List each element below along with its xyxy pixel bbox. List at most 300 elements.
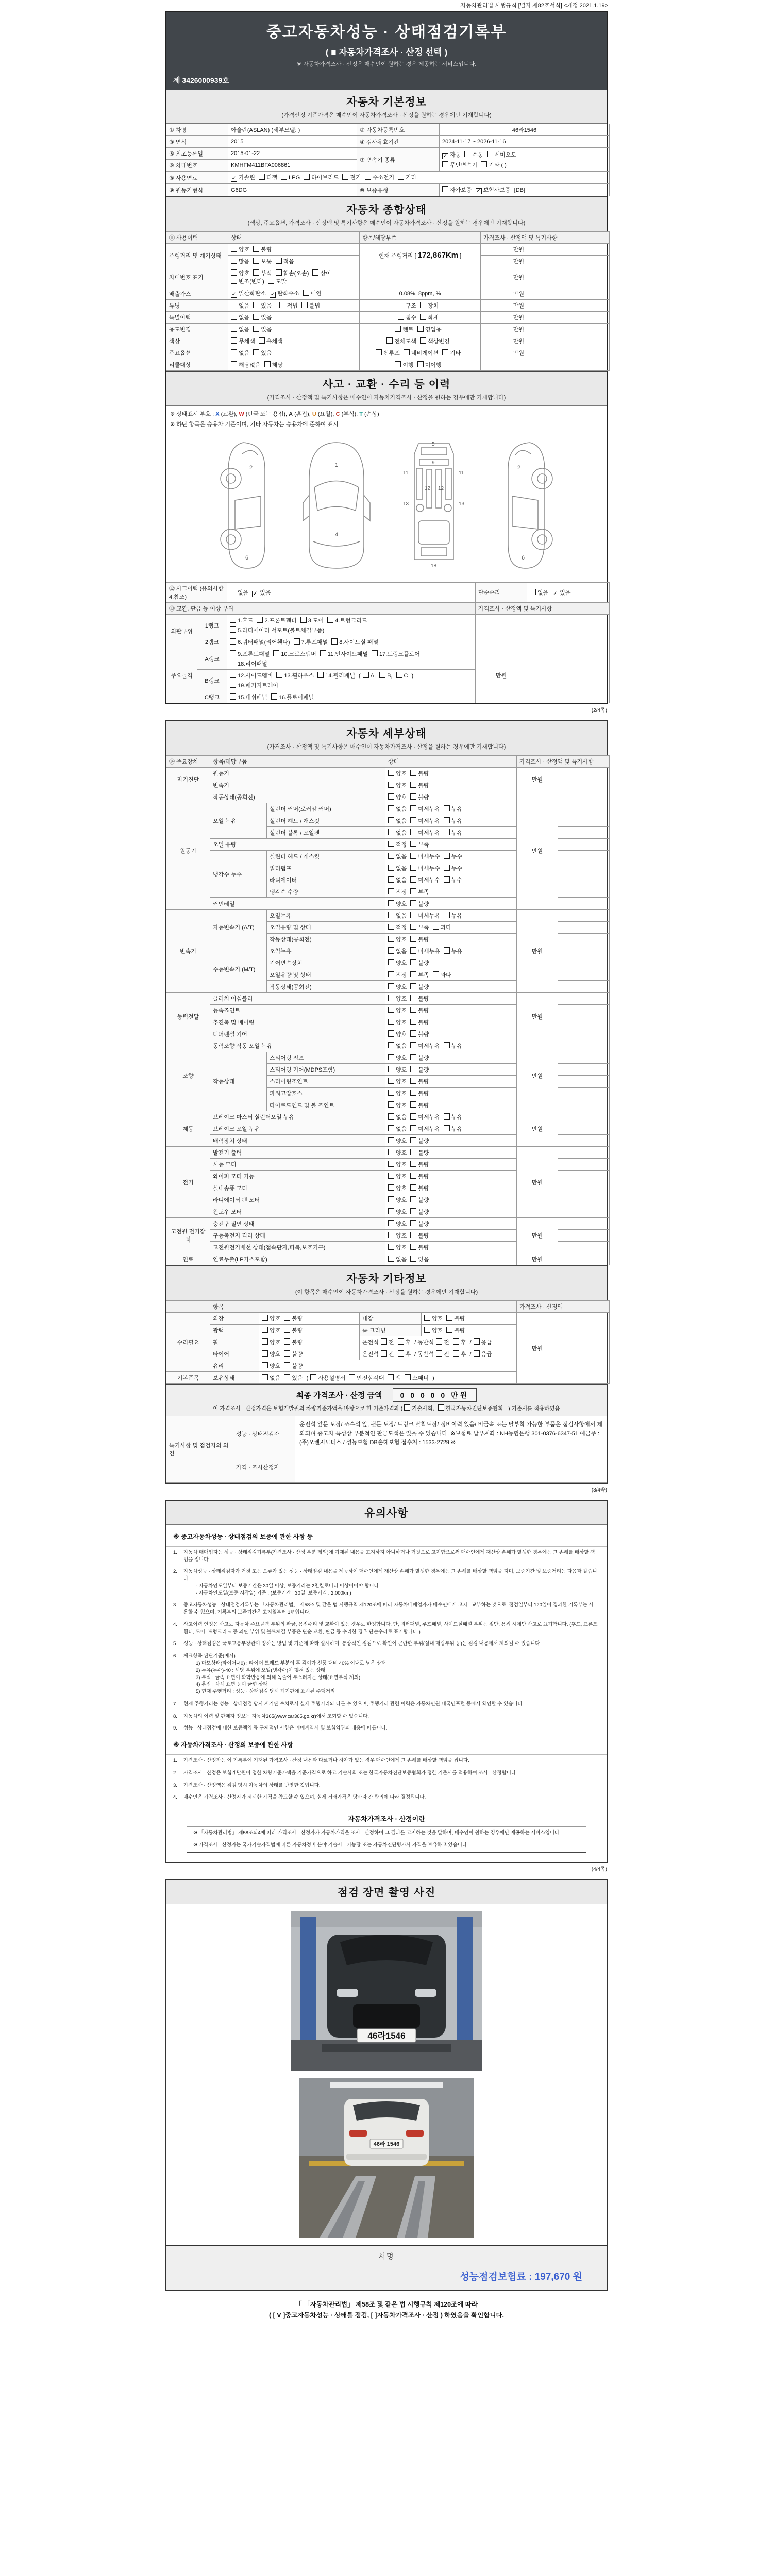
checkbox-미세누유[interactable]: 미세누유: [410, 1125, 440, 1133]
checkbox-2.프론트휀더[interactable]: 2.프론트휀더: [257, 616, 296, 624]
checkbox-없음[interactable]: 없음: [231, 349, 249, 357]
checkbox-없음[interactable]: 없음: [231, 301, 249, 310]
checkbox-색상변경[interactable]: 색상변경: [420, 337, 450, 345]
checkbox-10.크로스멤버[interactable]: 10.크로스멤버: [273, 650, 316, 658]
checkbox-있음[interactable]: 있음: [253, 325, 272, 333]
price-definition-line: ※ 「자동차관리법」 제58조의4에 따라 가격조사 · 산정자가 자동차가격을 조사 · 산정하여 그 결과를 고지하는 것을 말하며, 매수인이 원하는 경우에만 제공하는 서비스입니다.: [193, 1830, 561, 1836]
checkbox-누유[interactable]: 누유: [444, 911, 462, 920]
checkbox-있음[interactable]: 있음: [253, 301, 272, 310]
rank-name: C랭크: [197, 691, 227, 703]
checkbox-불량[interactable]: 불량: [410, 935, 429, 943]
checkbox-불량[interactable]: 불량: [410, 1065, 429, 1074]
checkbox-없음[interactable]: 없음: [388, 852, 407, 860]
checkbox-미세누유[interactable]: 미세누유: [410, 817, 440, 825]
detail-state-checks: [385, 768, 517, 779]
checkbox-양호[interactable]: 양호: [388, 900, 407, 908]
comp-row: [166, 312, 610, 324]
checkbox-해당[interactable]: 해당: [264, 361, 283, 369]
device-group-label: 변속기: [166, 910, 210, 993]
checkbox-불량[interactable]: 불량: [410, 1243, 429, 1251]
checkbox-불량[interactable]: 불량: [410, 1137, 429, 1145]
checkbox-16.플로어패널[interactable]: 16.플로어패널: [271, 693, 314, 701]
checkbox-17.트렁크플로어[interactable]: 17.트렁크플로어: [372, 650, 420, 658]
checkbox-있음[interactable]: 있음: [253, 313, 272, 321]
checkbox-부족[interactable]: 부족: [410, 971, 429, 979]
checkbox-잭[interactable]: 잭: [388, 1374, 401, 1382]
svg-text:4: 4: [335, 532, 339, 538]
detail-state-checks: [385, 1171, 517, 1182]
notice-item: 4. 매수인은 가격조사 · 산정자가 제시한 가격을 참고할 수 있으며, 실제 거래가격은 당사자 간 합의에 따라 결정됩니다.: [173, 1794, 426, 1801]
label-vin: ⑥ 차대번호: [166, 160, 228, 172]
checkbox-부식[interactable]: 부식: [253, 269, 272, 277]
checkbox-디젤[interactable]: 디젤: [259, 173, 277, 181]
checkbox-적정[interactable]: 적정: [388, 888, 407, 896]
checkbox-불량[interactable]: 불량: [446, 1314, 465, 1323]
svg-text:6: 6: [245, 555, 249, 561]
checkbox-영업용[interactable]: 영업용: [417, 325, 442, 333]
checkbox-양호[interactable]: 양호: [388, 1243, 407, 1251]
checkbox-양호[interactable]: 양호: [388, 1184, 407, 1192]
checkbox-적정[interactable]: 적정: [388, 971, 407, 979]
checkbox-무단변속기[interactable]: 무단변속기: [442, 161, 477, 169]
checkbox-9.프론트패널[interactable]: 9.프론트패널: [230, 650, 270, 658]
tire-position-checks: [360, 1348, 517, 1360]
comp-row-price: [481, 359, 527, 371]
checkbox-스패너[interactable]: 스패너: [405, 1374, 429, 1382]
checkbox-없음[interactable]: 없음: [231, 313, 249, 321]
checkbox-무채색[interactable]: 무채색: [231, 337, 255, 345]
state-code-legend: [166, 406, 607, 431]
detail-item-label: 커먼레일: [210, 898, 385, 910]
checkbox-LPG[interactable]: LPG: [281, 174, 300, 181]
checkbox-3.도어[interactable]: 3.도어: [300, 616, 324, 624]
checkbox-양호[interactable]: 양호: [388, 959, 407, 967]
checkbox-양호[interactable]: 양호: [388, 1148, 407, 1157]
inline-text: 운전석: [362, 1340, 379, 1346]
checkbox-후[interactable]: 후: [453, 1338, 466, 1346]
accident-history-label: ⑫ 사고이력 (유의사항 4.참조): [166, 583, 227, 603]
checkbox-누유[interactable]: 누유: [444, 1125, 462, 1133]
checkbox-7.루프패널[interactable]: 7.루프패널: [294, 638, 328, 646]
checkbox-있음[interactable]: 있음: [410, 1255, 429, 1263]
checkbox-불량[interactable]: 불량: [410, 793, 429, 801]
comp-row: [166, 300, 610, 312]
checkbox-8.사이드실 패널[interactable]: 8.사이드실 패널: [331, 638, 378, 646]
checkbox-전체도색[interactable]: 전체도색: [386, 337, 416, 345]
checkbox-없음[interactable]: 없음: [388, 805, 407, 813]
checkbox-불량[interactable]: 불량: [410, 1184, 429, 1192]
checkbox-양호[interactable]: 양호: [388, 1077, 407, 1086]
checkbox-양호[interactable]: 양호: [262, 1338, 280, 1346]
checkbox-적정[interactable]: 적정: [388, 923, 407, 931]
inspector-label: 성능 · 상태점검자: [233, 1416, 295, 1452]
detail-note: [558, 803, 610, 815]
checkbox-해당없음[interactable]: 해당없음: [231, 361, 261, 369]
checkbox-양호[interactable]: 양호: [262, 1326, 280, 1334]
inline-text: / 동반석: [414, 1340, 434, 1346]
glass-label: 유리: [210, 1360, 259, 1372]
checkbox-양호[interactable]: 양호: [388, 1030, 407, 1038]
checkbox-장치[interactable]: 장치: [420, 301, 439, 310]
page-marker-4: (4/4쪽): [591, 1866, 607, 1872]
detail-state-checks: [385, 1147, 517, 1159]
checkbox-한국자동차진단보증협회[interactable]: 한국자동차진단보증협회: [438, 1404, 503, 1412]
checkbox-부족[interactable]: 부족: [410, 888, 429, 896]
checkbox-있음[interactable]: 있음: [253, 349, 272, 357]
checkbox-양호[interactable]: 양호: [424, 1314, 443, 1323]
checkbox-기타 ( )[interactable]: 기타 ( ): [481, 161, 507, 169]
comp-row-label: 리콜대상: [166, 359, 228, 371]
checkbox-양호[interactable]: 양호: [388, 793, 407, 801]
misc-header-price: 가격조사 · 산정액: [517, 1301, 610, 1313]
checkbox-후[interactable]: 후: [398, 1338, 411, 1346]
checkbox-불량[interactable]: 불량: [410, 1101, 429, 1109]
checkbox-양호[interactable]: 양호: [262, 1350, 280, 1358]
checkbox-미세누유[interactable]: 미세누유: [410, 1042, 440, 1050]
checkbox-있음[interactable]: ✓ 있음: [252, 588, 271, 597]
svg-text:13: 13: [403, 501, 409, 507]
svg-text:11: 11: [459, 470, 464, 476]
checkbox-양호[interactable]: 양호: [388, 935, 407, 943]
checkbox-불량[interactable]: 불량: [446, 1326, 465, 1334]
detail-subitem-label: 오일누유: [267, 945, 385, 957]
detail-state-checks: [385, 1076, 517, 1088]
checkbox-누유[interactable]: 누유: [444, 1042, 462, 1050]
checkbox-양호[interactable]: 양호: [262, 1314, 280, 1323]
detail-state-checks: [385, 1005, 517, 1016]
checkbox-누유[interactable]: 누유: [444, 805, 462, 813]
comp-row-state: [228, 359, 360, 371]
checkbox-양호[interactable]: 양호: [388, 781, 407, 789]
checkbox-C[interactable]: C: [396, 672, 408, 679]
checkbox-전[interactable]: 전: [436, 1350, 449, 1358]
checkbox-양호[interactable]: 양호: [388, 994, 407, 1003]
checkbox-없음[interactable]: 없음: [231, 325, 249, 333]
checkbox-양호[interactable]: 양호: [388, 1054, 407, 1062]
detail-item-label: 동력조향 작동 오일 누유: [210, 1040, 385, 1052]
checkbox-썬루프[interactable]: 썬루프: [376, 349, 400, 357]
checkbox-누유[interactable]: 누유: [444, 817, 462, 825]
checkbox-불량[interactable]: 불량: [410, 1054, 429, 1062]
checkbox-도말[interactable]: 도말: [268, 277, 287, 285]
checkbox-구조[interactable]: 구조: [398, 301, 416, 310]
performance-insurance-fee: 성능점검보험료 : 197,670 원: [460, 2271, 582, 2282]
checkbox-없음[interactable]: 없음: [230, 588, 248, 597]
final-price-label: 최종 가격조사 · 산정 금액: [296, 1391, 382, 1400]
checkbox-누유[interactable]: 누유: [444, 947, 462, 955]
checkbox-불량[interactable]: 불량: [253, 245, 272, 253]
checkbox-양호[interactable]: 양호: [388, 1018, 407, 1026]
checkbox-적음[interactable]: 적음: [276, 257, 294, 265]
checkbox-전[interactable]: 전: [381, 1338, 394, 1346]
checkbox-양호[interactable]: 양호: [388, 1006, 407, 1014]
checkbox-네비게이션[interactable]: 네비게이션: [404, 349, 439, 357]
comprehensive-title: 자동차 종합상태: [346, 204, 427, 216]
wheel-label: 휠: [210, 1336, 259, 1348]
checkbox-미세누유[interactable]: 미세누유: [410, 1113, 440, 1121]
checkbox-있음[interactable]: ✓ 있음: [552, 588, 570, 597]
detail-price: 만원: [517, 1218, 558, 1253]
notice-item: 2. 자동차성능 · 상태점검자가 거짓 또는 오류가 있는 성능 · 상태점검 내용을 제공하여 매수인에게 재산상 손해가 발생한 경우에는 그 손해를 배상할 책임을 지며, 보증기간 및 보증거리는 다음과 같습니다. - 자동차인도일부터 보증기간은 30일 이상, 보증거리는 2천킬로미터 이상이어야 합니다. - 자동차인도일(보증 시작일) 기준 : (보증기간 : 30일, 보증거리 : 2,000km): [173, 1569, 597, 1596]
checkbox-불량[interactable]: 불량: [410, 1160, 429, 1168]
inline-text: /: [469, 1340, 472, 1346]
checkbox-불량[interactable]: 불량: [284, 1326, 303, 1334]
checkbox-양호[interactable]: 양호: [388, 1196, 407, 1204]
detail-item-label: 라디에이터 팬 모터: [210, 1194, 385, 1206]
checkbox-불량[interactable]: 불량: [410, 1148, 429, 1157]
checkbox-부족[interactable]: 부족: [410, 840, 429, 849]
checkbox-15.대쉬패널[interactable]: 15.대쉬패널: [230, 693, 267, 701]
checkbox-양호[interactable]: 양호: [388, 1089, 407, 1097]
checkbox-없음[interactable]: 없음: [388, 1042, 407, 1050]
checkbox-누수[interactable]: 누수: [444, 852, 462, 860]
detail-item-label: 발전기 출력: [210, 1147, 385, 1159]
checkbox-불량[interactable]: 불량: [410, 1089, 429, 1097]
detail-state-checks: [385, 779, 517, 791]
checkbox-19.패키지트레이[interactable]: 19.패키지트레이: [230, 681, 278, 689]
checkbox-미이행[interactable]: 미이행: [417, 361, 442, 369]
price-definition-box: [187, 1810, 586, 1853]
mileage-note-2: [527, 256, 610, 267]
simple-repair-label: 단순수리: [476, 583, 527, 603]
checkbox-A,[interactable]: A,: [363, 672, 376, 679]
checkbox-전[interactable]: 전: [381, 1350, 394, 1358]
checkbox-B,[interactable]: B,: [379, 672, 392, 679]
checkbox-응급[interactable]: 응급: [474, 1350, 492, 1358]
detail-note: [558, 993, 610, 1005]
checkbox-보통[interactable]: 보통: [253, 257, 272, 265]
mileage-state-2: [228, 256, 360, 267]
checkbox-이행[interactable]: 이행: [395, 361, 413, 369]
checkbox-상이[interactable]: 상이: [312, 269, 331, 277]
accident-subtitle: (가격조사 · 산정액 및 특기사항은 매수인이 자동차가격조사 · 산정을 원하는 경우에만 기재합니다): [267, 395, 506, 401]
checkbox-세미오토[interactable]: 세미오토: [487, 150, 517, 159]
checkbox-적정[interactable]: 적정: [388, 840, 407, 849]
checkbox-없음[interactable]: 없음: [388, 876, 407, 884]
checkbox-수동[interactable]: 수동: [464, 150, 483, 159]
comp-row-part: 0.08%, 8ppm, %: [360, 287, 481, 300]
checkbox-없음[interactable]: 없음: [388, 1255, 407, 1263]
checkbox-미세누유[interactable]: 미세누유: [410, 805, 440, 813]
checkbox-불량[interactable]: 불량: [410, 1006, 429, 1014]
detail-note: [558, 851, 610, 862]
roomclean-checks: [422, 1325, 517, 1336]
checkbox-양호[interactable]: 양호: [388, 1101, 407, 1109]
checkbox-불량[interactable]: 불량: [410, 1018, 429, 1026]
checkbox-양호[interactable]: 양호: [388, 1065, 407, 1074]
checkbox-없음[interactable]: 없음: [388, 1113, 407, 1121]
checkbox-렌트[interactable]: 렌트: [395, 325, 413, 333]
checkbox-자가보증[interactable]: 자가보증: [442, 185, 472, 194]
checkbox-양호[interactable]: 양호: [388, 1219, 407, 1228]
checkbox-없음[interactable]: 없음: [262, 1374, 280, 1382]
checkbox-불량[interactable]: 불량: [410, 1030, 429, 1038]
checkbox-불량[interactable]: 불량: [410, 959, 429, 967]
checkbox-기타[interactable]: 기타: [398, 173, 416, 181]
comp-row: [166, 267, 610, 287]
checkbox-누유[interactable]: 누유: [444, 828, 462, 837]
device-group-label: 조향: [166, 1040, 210, 1111]
checkbox-적법[interactable]: 적법: [279, 301, 298, 310]
detail-state-checks: [385, 1230, 517, 1242]
service-note: ※ 자동차가격조사 · 산정은 매수인이 원하는 경우 제공하는 서비스입니다.: [296, 61, 477, 67]
checkbox-하이브리드[interactable]: 하이브리드: [304, 173, 339, 181]
checkbox-전기[interactable]: 전기: [342, 173, 361, 181]
comp-row-state: [228, 267, 360, 287]
checkbox-전[interactable]: 전: [436, 1338, 449, 1346]
checkbox-기술사회,[interactable]: 기술사회,: [404, 1404, 434, 1412]
checkbox-가솔린[interactable]: ✓ 가솔린: [231, 173, 255, 182]
checkbox-불량[interactable]: 불량: [410, 781, 429, 789]
svg-text:13: 13: [459, 501, 465, 507]
checkbox-13.휠하우스[interactable]: 13.휠하우스: [276, 671, 314, 680]
checkbox-많음[interactable]: 많음: [231, 257, 249, 265]
detail-item-label: 원동기: [210, 768, 385, 779]
comp-row-note: [527, 347, 610, 359]
checkbox-훼손(오손)[interactable]: 훼손(오손): [276, 269, 309, 277]
svg-text:12: 12: [438, 486, 444, 492]
checkbox-후[interactable]: 후: [453, 1350, 466, 1358]
checkbox-불량[interactable]: 불량: [410, 1077, 429, 1086]
notice-item: 7. 현재 주행거리는 성능 · 상태점검 당시 계기판 수치로서 실제 주행거리와 다를 수 있으며, 주행거리 관련 이력은 자동차민원 대국민포털 등에서 확인할 수 있습니다.: [173, 1701, 524, 1707]
checkbox-누수[interactable]: 누수: [444, 876, 462, 884]
checkbox-미세누수[interactable]: 미세누수: [410, 852, 440, 860]
checkbox-수소전기[interactable]: 수소전기: [365, 173, 395, 181]
detail-band: [166, 721, 607, 755]
checkbox-불량[interactable]: 불량: [410, 994, 429, 1003]
checkbox-양호[interactable]: 양호: [388, 1137, 407, 1145]
checkbox-안전삼각대[interactable]: 안전삼각대: [349, 1374, 384, 1382]
checkbox-누유[interactable]: 누유: [444, 1113, 462, 1121]
checkbox-침수[interactable]: 침수: [398, 313, 416, 321]
checkbox-불량[interactable]: 불량: [410, 1196, 429, 1204]
checkbox-화재[interactable]: 화재: [420, 313, 439, 321]
checkbox-미세누수[interactable]: 미세누수: [410, 864, 440, 872]
checkbox-양호[interactable]: 양호: [262, 1362, 280, 1370]
checkbox-과다[interactable]: 과다: [433, 971, 451, 979]
label-inspection: ④ 검사유효기간: [357, 136, 440, 148]
checkbox-탄화수소[interactable]: ✓ 탄화수소: [270, 289, 299, 298]
checkbox-없음[interactable]: 없음: [388, 911, 407, 920]
wheel-position-checks: [360, 1336, 517, 1348]
checkbox-자동[interactable]: ✓자동: [442, 150, 461, 159]
checkbox-미세누유[interactable]: 미세누유: [410, 947, 440, 955]
checkbox-응급[interactable]: 응급: [474, 1338, 492, 1346]
detail-state-checks: [385, 993, 517, 1005]
checkbox-불량[interactable]: 불량: [410, 769, 429, 777]
checkbox-변조(변타)[interactable]: 변조(변타): [231, 277, 264, 285]
checkbox-양호[interactable]: 양호: [231, 269, 249, 277]
checkbox-없음[interactable]: 없음: [388, 864, 407, 872]
device-group-label: 연료: [166, 1253, 210, 1265]
detail-note: [558, 957, 610, 969]
checkbox-불량[interactable]: 불량: [284, 1338, 303, 1346]
checkbox-5.라디에이터 서포트(볼트체결부품)[interactable]: 5.라디에이터 서포트(볼트체결부품): [230, 626, 324, 634]
checkbox-불량[interactable]: 불량: [410, 1172, 429, 1180]
checkbox-양호[interactable]: 양호: [388, 1231, 407, 1240]
checkbox-불량[interactable]: 불량: [284, 1362, 303, 1370]
detail-note: [558, 1076, 610, 1088]
rank-name: B랭크: [197, 670, 227, 691]
checkbox-불량[interactable]: 불량: [410, 1231, 429, 1240]
checkbox-불법[interactable]: 불법: [301, 301, 320, 310]
checkbox-불량[interactable]: 불량: [284, 1350, 303, 1358]
basic-items-group: 기본품목: [166, 1372, 210, 1384]
confirmation-line1: 「 「자동차관리법」 제58조 및 같은 법 시행규칙 제120조에 따라: [295, 2300, 478, 2308]
inspection-photo-rear: [299, 2078, 474, 2238]
checkbox-없음[interactable]: 없음: [388, 817, 407, 825]
checkbox-불량[interactable]: 불량: [410, 1219, 429, 1228]
signature-label: 서명: [378, 2252, 395, 2261]
checkbox-양호[interactable]: 양호: [424, 1326, 443, 1334]
checkbox-불량[interactable]: 불량: [284, 1314, 303, 1323]
checkbox-양호[interactable]: 양호: [388, 769, 407, 777]
checkbox-없음[interactable]: 없음: [388, 947, 407, 955]
value-inspection: 2024-11-17 ~ 2026-11-16: [440, 136, 610, 148]
checkbox-없음[interactable]: 없음: [388, 828, 407, 837]
checkbox-없음[interactable]: 없음: [388, 1125, 407, 1133]
detail-subitem-label: 오일유량 및 상태: [267, 969, 385, 981]
detail-header-part: 항목/해당부품: [210, 756, 385, 768]
checkbox-과다[interactable]: 과다: [433, 923, 451, 931]
checkbox-기타[interactable]: 기타: [442, 349, 461, 357]
checkbox-11.인사이드패널[interactable]: 11.인사이드패널: [320, 650, 368, 658]
checkbox-매연[interactable]: 매연: [303, 289, 322, 297]
notices-section: [165, 1500, 608, 1863]
detail-item-label: 구동축전지 격리 상태: [210, 1230, 385, 1242]
checkbox-양호[interactable]: 양호: [388, 1160, 407, 1168]
checkbox-미세누유[interactable]: 미세누유: [410, 828, 440, 837]
rank-checks: [227, 691, 476, 703]
checkbox-일산화탄소[interactable]: ✓ 일산화탄소: [231, 289, 266, 298]
checkbox-양호[interactable]: 양호: [388, 1208, 407, 1216]
checkbox-양호[interactable]: 양호: [388, 982, 407, 991]
checkbox-부족[interactable]: 부족: [410, 923, 429, 931]
checkbox-불량[interactable]: 불량: [410, 1208, 429, 1216]
device-group-label: 전기: [166, 1147, 210, 1218]
checkbox-후[interactable]: 후: [398, 1350, 411, 1358]
checkbox-유채색[interactable]: 유채색: [259, 337, 283, 345]
checkbox-불량[interactable]: 불량: [410, 900, 429, 908]
checkbox-14.필러패널[interactable]: 14.필러패널: [317, 671, 355, 680]
checkbox-있음[interactable]: 있음: [284, 1374, 303, 1382]
checkbox-없음[interactable]: 없음: [530, 588, 548, 597]
checkbox-18.리어패널[interactable]: 18.리어패널: [230, 659, 267, 668]
detail-item-label: 클러치 어셈블리: [210, 993, 385, 1005]
report-document: [165, 11, 608, 704]
checkbox-4.트렁크리드[interactable]: 4.트렁크리드: [327, 616, 367, 624]
photo-front-plate: 46라1546: [367, 2030, 406, 2041]
checkbox-사용설명서[interactable]: 사용설명서: [310, 1374, 345, 1382]
detail-subitem-label: 실린더 헤드 / 개스킷: [267, 815, 385, 827]
notices-title: 유의사항: [364, 1507, 409, 1519]
checkbox-미세누유[interactable]: 미세누유: [410, 911, 440, 920]
checkbox-보험사보증[interactable]: ✓ 보험사보증: [476, 185, 511, 194]
checkbox-양호[interactable]: 양호: [388, 1172, 407, 1180]
checkbox-1.후드[interactable]: 1.후드: [230, 616, 253, 624]
detail-subitem-label: 실린더 커버(로커암 커버): [267, 803, 385, 815]
rank-checks: [227, 636, 476, 648]
checkbox-불량[interactable]: 불량: [410, 982, 429, 991]
checkbox-누수[interactable]: 누수: [444, 864, 462, 872]
checkbox-12.사이드멤버[interactable]: 12.사이드멤버: [230, 671, 273, 680]
detail-state-checks: [385, 957, 517, 969]
checkbox-양호[interactable]: 양호: [231, 245, 249, 253]
checkbox-6.쿼터패널(리어휀다)[interactable]: 6.쿼터패널(리어휀다): [230, 638, 290, 646]
detail-note: [558, 969, 610, 981]
checkbox-미세누수[interactable]: 미세누수: [410, 876, 440, 884]
detail-note: [558, 815, 610, 827]
